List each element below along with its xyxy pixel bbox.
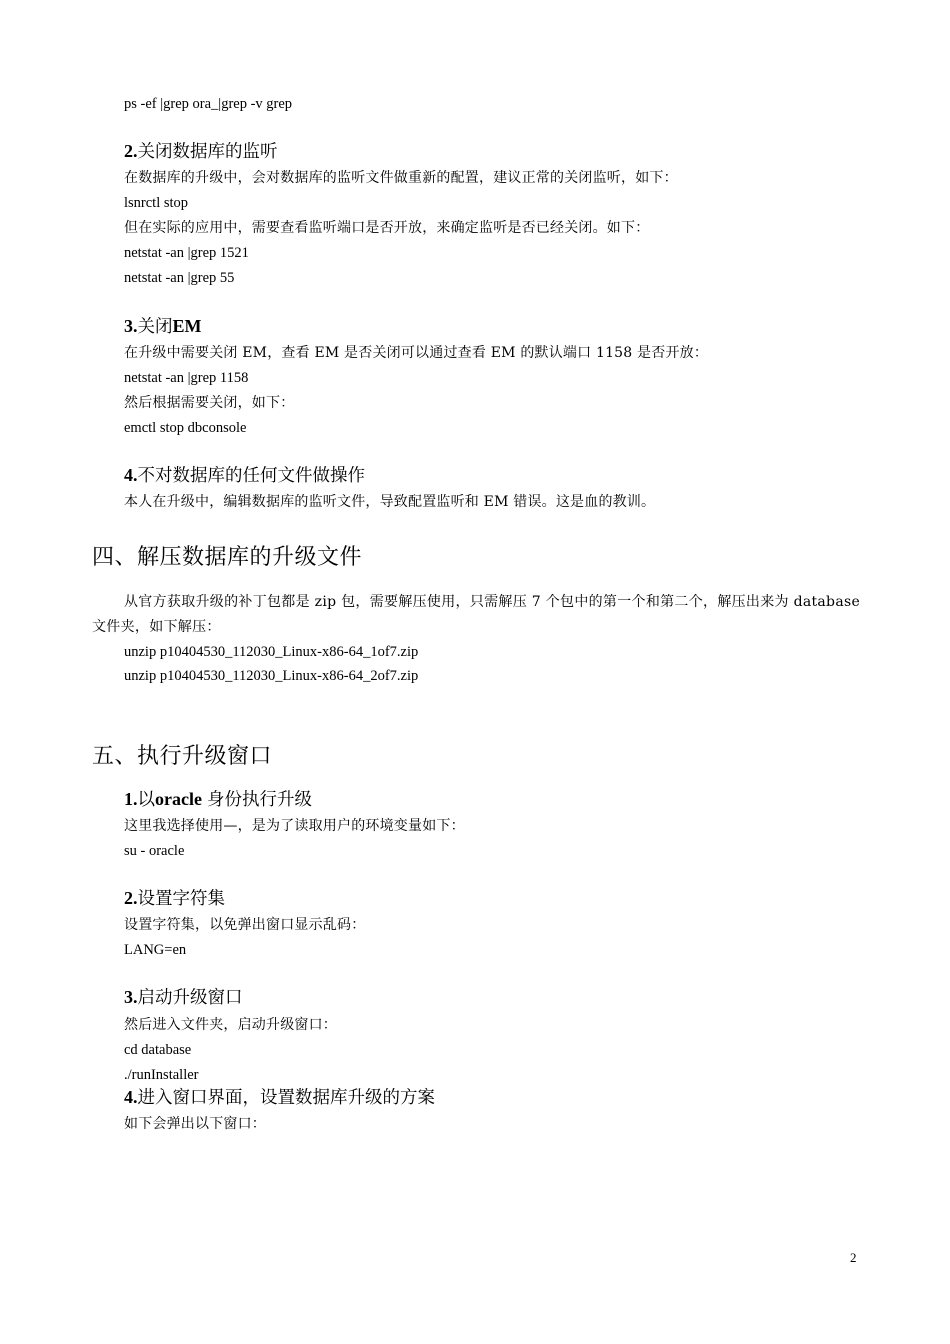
page-number: 2 xyxy=(850,1250,857,1265)
code-line: su - oracle xyxy=(124,843,185,859)
code-line: netstat -an |grep 1158 xyxy=(124,370,249,386)
code-line: ps -ef |grep ora_|grep -v grep xyxy=(124,96,293,112)
section-title-em: EM xyxy=(172,316,202,336)
section-title: 关闭数据库的监听 xyxy=(137,142,278,162)
body-text: 这里我选择使用—，是为了读取用户的环境变量如下： xyxy=(124,818,465,834)
section-heading xyxy=(124,1085,435,1110)
code-line: lsnrctl stop xyxy=(124,195,189,211)
paragraph: 从官方获取升级的补丁包都是 zip 包，需要解压使用，只需解压 7 个包中的第一个和第二个，解压出来为 database 文件夹，如下解压： xyxy=(92,594,861,635)
section-title: 设置字符集 xyxy=(137,889,225,909)
section-title: 不对数据库的任何文件做操作 xyxy=(137,466,365,486)
code-line: ./runInstaller xyxy=(124,1067,199,1083)
section-number: 1. xyxy=(124,789,138,809)
section-title: 进入窗口界面，设置数据库升级的方案 xyxy=(137,1088,435,1108)
section-title: 关闭 xyxy=(137,317,173,337)
code-line: unzip p10404530_112030_Linux-x86-64_2of7.zip xyxy=(124,668,419,684)
code-line: LANG=en xyxy=(124,942,187,958)
section-title: 启动升级窗口 xyxy=(137,988,243,1008)
section-heading xyxy=(124,139,278,164)
section-number: 3. xyxy=(124,987,138,1007)
code-line: unzip p10404530_112030_Linux-x86-64_1of7.zip xyxy=(124,644,419,660)
code-line: netstat -an |grep 55 xyxy=(124,270,235,286)
body-text: 在数据库的升级中，会对数据库的监听文件做重新的配置，建议正常的关闭监听，如下： xyxy=(124,170,678,186)
section-number: 3. xyxy=(124,316,138,336)
section-heading xyxy=(124,463,365,488)
code-line: cd database xyxy=(124,1042,192,1058)
section-heading xyxy=(124,886,225,911)
section-number: 2. xyxy=(124,141,138,161)
section-title: 身份执行升级 xyxy=(206,790,312,810)
section-number: 2. xyxy=(124,888,138,908)
section-heading xyxy=(124,985,243,1010)
body-text: 如下会弹出以下窗口： xyxy=(124,1116,266,1132)
chapter-heading: 五、执行升级窗口 xyxy=(92,744,273,769)
section-heading xyxy=(124,787,312,812)
body-text: 然后根据需要关闭，如下： xyxy=(124,395,295,411)
body-text: 本人在升级中，编辑数据库的监听文件，导致配置监听和 EM 错误。这是血的教训。 xyxy=(124,494,656,510)
code-line: netstat -an |grep 1521 xyxy=(124,245,249,261)
chapter-heading: 四、解压数据库的升级文件 xyxy=(92,545,363,570)
section-title: 以 xyxy=(137,790,155,810)
body-text: 设置字符集，以免弹出窗口显示乱码： xyxy=(124,917,366,933)
section-heading xyxy=(124,314,202,339)
section-number: 4. xyxy=(124,465,138,485)
section-title-oracle: oracle xyxy=(155,789,202,809)
body-text: 在升级中需要关闭 EM，查看 EM 是否关闭可以通过查看 EM 的默认端口 1158 是否开放： xyxy=(124,345,709,361)
section-number: 4. xyxy=(124,1087,138,1107)
code-line: emctl stop dbconsole xyxy=(124,420,247,436)
body-text: 然后进入文件夹，启动升级窗口： xyxy=(124,1017,337,1033)
body-text: 但在实际的应用中，需要查看监听端口是否开放，来确定监听是否已经关闭。如下： xyxy=(124,220,650,236)
